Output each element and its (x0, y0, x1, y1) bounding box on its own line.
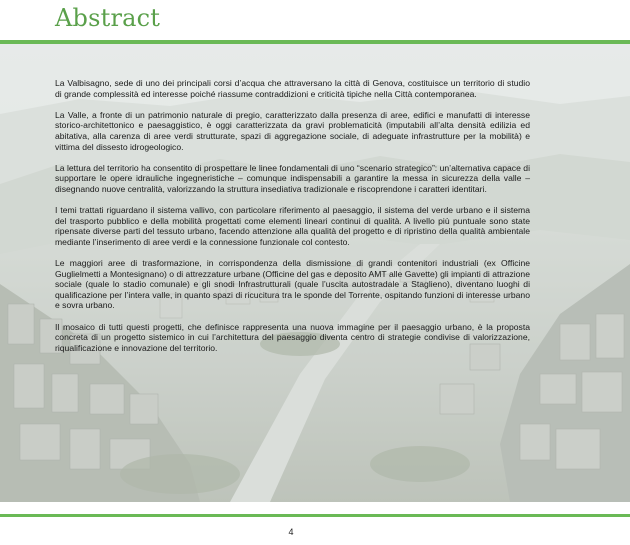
paragraph-3: La lettura del territorio ha consentito di prospettare le linee fondamentali di uno “scenario strategico”: un’alternativa capace di supportare le opere idrauliche ingegneristiche – comunque indispensabili a garantire la messa in sicurezza della valle – disegnando nuove centralità, valorizzando la struttura insediativa tradizionale e riscoprendone i caratteri identitari. (55, 162, 530, 194)
page-number: 4 (288, 527, 294, 537)
paragraph-2: La Valle, a fronte di un patrimonio naturale di pregio, caratterizzato dalla presenza di aree, edifici e manufatti di interesse storico-architettonico e paesaggistico, è oggi caratterizzata da gravi problematicità (imputabili all’alta densità edilizia ed abitativa, alla carenza di aree verdi strutturate, spazi di aggregazione sociale, di adeguate infrastrutture per la mobilità) e vittima del dissesto idrogeologico. (55, 109, 530, 152)
paragraph-1: La Valbisagno, sede di uno dei principali corsi d’acqua che attraversano la città di Genova, costituisce un territorio di studio di grande complessità ed interesse poiché riassume contraddizioni e criticità tipiche nella Città contemporanea. (55, 78, 530, 99)
bottom-green-rule (0, 514, 630, 517)
page-title: Abstract (55, 4, 161, 32)
paragraph-5: Le maggiori aree di trasformazione, in corrispondenza della dismissione di grandi contenitori industriali (ex Officine Guglielmetti a Montesignano) o di attrezzature urbane (Officine del gas e deposito AMT alle Gavette) gli impianti di attrazione sociale (quale lo stadio comunale) e gli snodi Infrastrutturali (quale l’uscita autostradale a Staglieno), diventano luoghi di qualificazione per l’intera valle, in quanto spazi di ricucitura tra le sponde del Torrente, ospitando funzioni di interesse urbano e sovra urbano. (55, 258, 530, 311)
abstract-body (55, 78, 530, 364)
paragraph-4: I temi trattati riguardano il sistema vallivo, con particolare riferimento al paesaggio, il sistema del verde urbano e il sistema del trasporto pubblico e della mobilità progettati come elementi lineari continui di qualità. A livello più puntuale sono state ripensate diverse parti del tessuto urbano, facendo attenzione alla qualità del progetto e di ripristino della qualità ambientale mediante l’inserimento di aree verdi e la connessione funzionale col contesto. (55, 205, 530, 247)
paragraph-6: Il mosaico di tutti questi progetti, che definisce rappresenta una nuova immagine per il paesaggio urbano, è la proposta concreta di un progetto sistemico in cui l’architettura del paesaggio diventa centro di strategie condivise di valorizzazione, riqualificazione e innovazione del territorio. (55, 321, 530, 353)
